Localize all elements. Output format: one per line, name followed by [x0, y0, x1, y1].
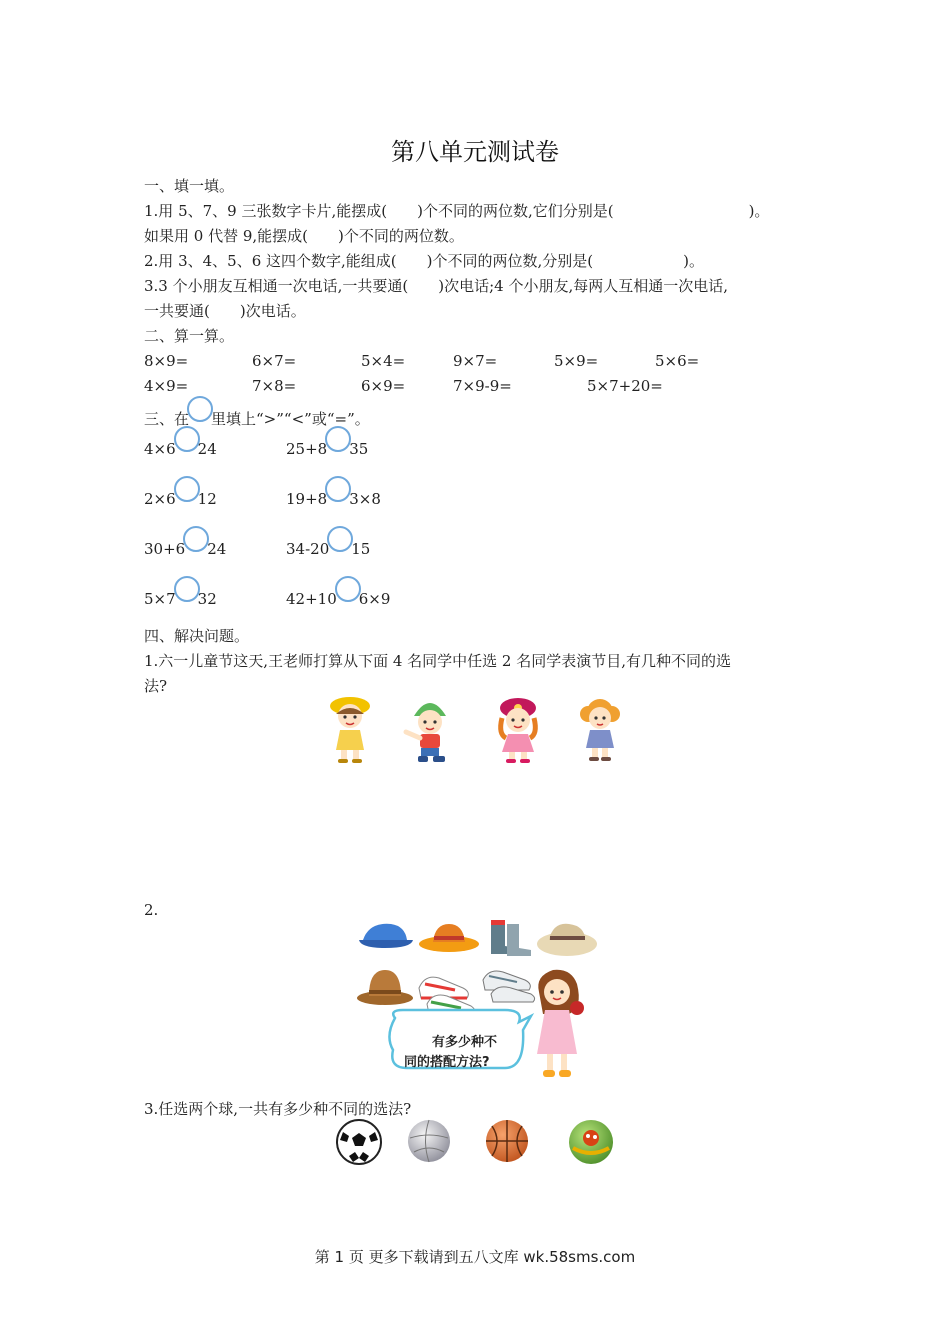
problem1-line-b: 法?	[144, 677, 168, 695]
compare-item: 4×6 24	[144, 432, 217, 458]
answer-circle[interactable]	[174, 576, 200, 602]
answer-circle[interactable]	[183, 526, 209, 552]
soccer-ball-icon	[335, 1118, 383, 1166]
grey-sneakers-icon	[483, 971, 535, 1002]
calc-item: 6×9=	[361, 377, 406, 395]
calc-item: 9×7=	[453, 352, 498, 370]
child-pink-hat-icon	[490, 694, 546, 766]
section3-heading-pre: 三、在	[144, 410, 190, 428]
bubble-text-line1: 有多少种不	[432, 1035, 498, 1050]
q1-line-b: 如果用 0 代替 9,能摆成( )个不同的两位数。	[144, 227, 464, 245]
basketball-icon	[484, 1118, 530, 1164]
calc-item: 5×6=	[655, 352, 700, 370]
answer-circle[interactable]	[325, 476, 351, 502]
answer-circle[interactable]	[325, 426, 351, 452]
q3-line-a: 3.3 个小朋友互相通一次电话,一共要通( )次电话;4 个小朋友,每两人互相通一次电话,	[144, 277, 729, 295]
calc-item: 5×7+20=	[587, 377, 663, 395]
bubble-text-line2: 同的搭配方法?	[404, 1055, 490, 1070]
compare-item: 25+8 35	[286, 432, 368, 458]
child-yellow-hat-icon	[322, 694, 378, 766]
calc-item: 6×7=	[252, 352, 297, 370]
calc-item: 7×8=	[252, 377, 297, 395]
toy-ball-icon	[567, 1118, 615, 1166]
page-title: 第八单元测试卷	[391, 138, 559, 166]
compare-item: 19+8 3×8	[286, 482, 381, 508]
section2-heading: 二、算一算。	[144, 327, 235, 345]
calc-item: 8×9=	[144, 352, 189, 370]
child-green-hat-icon	[400, 694, 460, 766]
section1-heading: 一、填一填。	[144, 177, 235, 195]
section4-heading: 四、解决问题。	[144, 627, 250, 645]
boots-icon	[491, 920, 531, 956]
girl-icon	[537, 970, 584, 1077]
answer-circle[interactable]	[174, 426, 200, 452]
brown-hat-icon	[357, 970, 413, 1005]
calc-item: 7×9-9=	[453, 377, 512, 395]
calc-item: 5×4=	[361, 352, 406, 370]
problem2-number: 2.	[144, 901, 159, 919]
compare-item: 42+10 6×9	[286, 582, 390, 608]
calc-item: 5×9=	[554, 352, 599, 370]
orange-hat-icon	[419, 924, 479, 952]
section3-heading-post: 里填上“>”“<”或“=”。	[211, 410, 370, 428]
page-footer: 第 1 页 更多下载请到五八文库 wk.58sms.com	[314, 1248, 636, 1266]
straw-hat-icon	[537, 924, 597, 956]
q1-line-a: 1.用 5、7、9 三张数字卡片,能摆成( )个不同的两位数,它们分别是( )。	[144, 202, 770, 220]
answer-circle-icon	[187, 396, 213, 422]
compare-item: 2×6 12	[144, 482, 217, 508]
child-curly-hair-icon	[574, 694, 626, 766]
volleyball-icon	[406, 1118, 452, 1164]
compare-item: 5×7 32	[144, 582, 217, 608]
answer-circle[interactable]	[327, 526, 353, 552]
answer-circle[interactable]	[335, 576, 361, 602]
section3-heading	[144, 402, 370, 429]
calc-item: 4×9=	[144, 377, 189, 395]
red-sneakers-icon	[419, 977, 475, 1014]
compare-item: 34-20 15	[286, 532, 370, 558]
compare-item: 30+6 24	[144, 532, 226, 558]
problem3-line: 3.任选两个球,一共有多少种不同的选法?	[144, 1100, 412, 1118]
q2-line: 2.用 3、4、5、6 这四个数字,能组成( )个不同的两位数,分别是( )。	[144, 252, 704, 270]
q3-line-b: 一共要通( )次电话。	[144, 302, 306, 320]
answer-circle[interactable]	[174, 476, 200, 502]
problem1-line-a: 1.六一儿童节这天,王老师打算从下面 4 名同学中任选 2 名同学表演节目,有几种不同的选	[144, 652, 732, 670]
blue-cap-icon	[359, 924, 413, 948]
